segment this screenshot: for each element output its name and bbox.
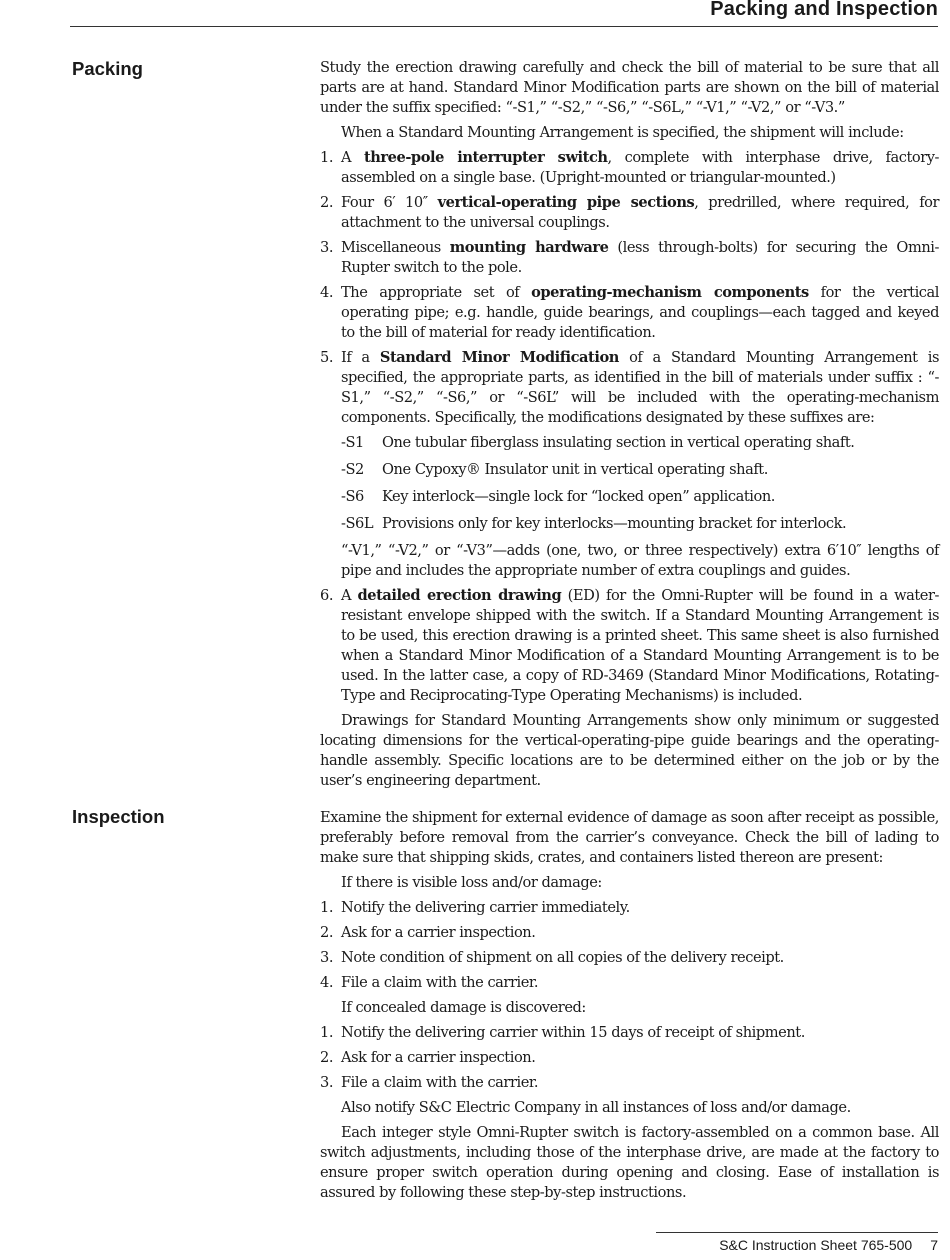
concealed-damage-item: 1. Notify the delivering carrier within 15 days of receipt of shipment.: [320, 1024, 805, 1041]
main-content: [320, 58, 939, 1208]
page-number: 7: [930, 1237, 938, 1253]
packing-list-item: 2. Four 6′ 10″ vertical-operating pipe sections, predrilled, where required, for attachment to the universal couplings.: [320, 194, 940, 231]
closing-paragraph: Each integer style Omni-Rupter switch is factory-assembled on a common base. All switch adjustments, including those of the interphase drive, are made at the factory to ensure proper switch operation during opening and closing. Ease of installation is assured by following these step-by-step instructions.: [320, 1124, 939, 1201]
inspection-heading: Inspection: [72, 806, 165, 827]
footer-rule: [656, 1232, 938, 1233]
packing-list-item: 1. A three-pole interrupter switch, complete with interphase drive, factory-assembled on a single base. (Upright-mounted or triangular-mounted.): [320, 149, 939, 186]
packing-list-item: 5. If a Standard Minor Modification of a Standard Mounting Arrangement is specified, the appropriate parts, as identified in the bill of materials under suffix : “-S1,” “-S2,” “-S6,” or “-S6L” will be included with the operating-mechanism components. Specifically, the modifications designated by these suffixes are: -S1 One tubular fiberglass insulating section in vertical operating shaft. -S2 One Cypoxy® Insulator unit in vertical operating shaft. -S6 Key interlock—single lock for “locked open” application. -S6L Provisions only for key interlocks—mounting bracket for interlock. “-V1,” “-V2,” or “-V3”—adds (one, two, or three respectively) extra 6′10″ lengths of pipe and includes the appropriate number of extra couplings and guides.: [320, 349, 939, 579]
concealed-damage-item: 2. Ask for a carrier inspection.: [320, 1049, 536, 1066]
suffix-row: -S1 One tubular fiberglass insulating section in vertical operating shaft.: [341, 434, 855, 451]
suffix-row: -S6L Provisions only for key interlocks—mounting bracket for interlock.: [341, 515, 847, 532]
visible-damage-intro: If there is visible loss and/or damage:: [341, 874, 602, 891]
suffix-row: -S6 Key interlock—single lock for “locked open” application.: [341, 488, 775, 505]
visible-damage-item: 4. File a claim with the carrier.: [320, 974, 539, 991]
header-rule: [70, 26, 938, 27]
packing-intro: Study the erection drawing carefully and check the bill of material to be sure that all parts are at hand. Standard Minor Modification parts are shown on the bill of material under the suffix specified: “-S1,” “-S2,” “-S6,” “-S6L,” “-V1,” “-V2,” or “-V3.”: [320, 59, 939, 116]
drawings-paragraph: Drawings for Standard Mounting Arrangements show only minimum or suggested locating dimensions for the vertical-operating-pipe guide bearings and the operating-handle assembly. Specific locations are to be determined either on the job or by the user’s engineering department.: [320, 712, 939, 789]
packing-list-item: 4. The appropriate set of operating-mechanism components for the vertical operating pipe; e.g. handle, guide bearings, and couplings—each tagged and keyed to the bill of material for ready identification.: [320, 284, 939, 341]
visible-damage-item: 1. Notify the delivering carrier immediately.: [320, 899, 630, 916]
inspection-intro: Examine the shipment for external evidence of damage as soon after receipt as possible, preferably before removal from the carrier’s conveyance. Check the bill of lading to make sure that shipping skids, crates, and containers listed thereon are present:: [320, 809, 939, 866]
footer-doc-title: S&C Instruction Sheet 765-500: [719, 1237, 913, 1253]
v-suffix-note: “-V1,” “-V2,” or “-V3”—adds (one, two, or three respectively) extra 6′10″ lengths of pipe and includes the appropriate number of extra couplings and guides.: [341, 542, 939, 579]
visible-damage-item: 2. Ask for a carrier inspection.: [320, 924, 536, 941]
packing-list-item: 3. Miscellaneous mounting hardware (less through-bolts) for securing the Omni-Rupter switch to the pole.: [320, 239, 939, 276]
packing-when: When a Standard Mounting Arrangement is specified, the shipment will include:: [341, 124, 904, 141]
concealed-damage-intro: If concealed damage is discovered:: [341, 999, 586, 1016]
notify-sc-paragraph: Also notify S&C Electric Company in all instances of loss and/or damage.: [341, 1099, 851, 1116]
concealed-damage-item: 3. File a claim with the carrier.: [320, 1074, 539, 1091]
suffix-row: -S2 One Cypoxy® Insulator unit in vertical operating shaft.: [341, 461, 768, 478]
page-header-title: Packing and Inspection: [710, 0, 938, 20]
page-footer: [719, 1237, 938, 1253]
packing-list-item: 6. A detailed erection drawing (ED) for the Omni-Rupter will be found in a water-resistant envelope shipped with the switch. If a Standard Mounting Arrangement is to be used, this erection drawing is a printed sheet. This same sheet is also furnished when a Standard Minor Modification of a Standard Mounting Arrangement is to be used. In the latter case, a copy of RD-3469 (Standard Minor Modifications, Rotating-Type and Reciprocating-Type Operating Mechanisms) is included.: [320, 587, 939, 704]
packing-heading: Packing: [72, 58, 143, 79]
visible-damage-item: 3. Note condition of shipment on all copies of the delivery receipt.: [320, 949, 784, 966]
